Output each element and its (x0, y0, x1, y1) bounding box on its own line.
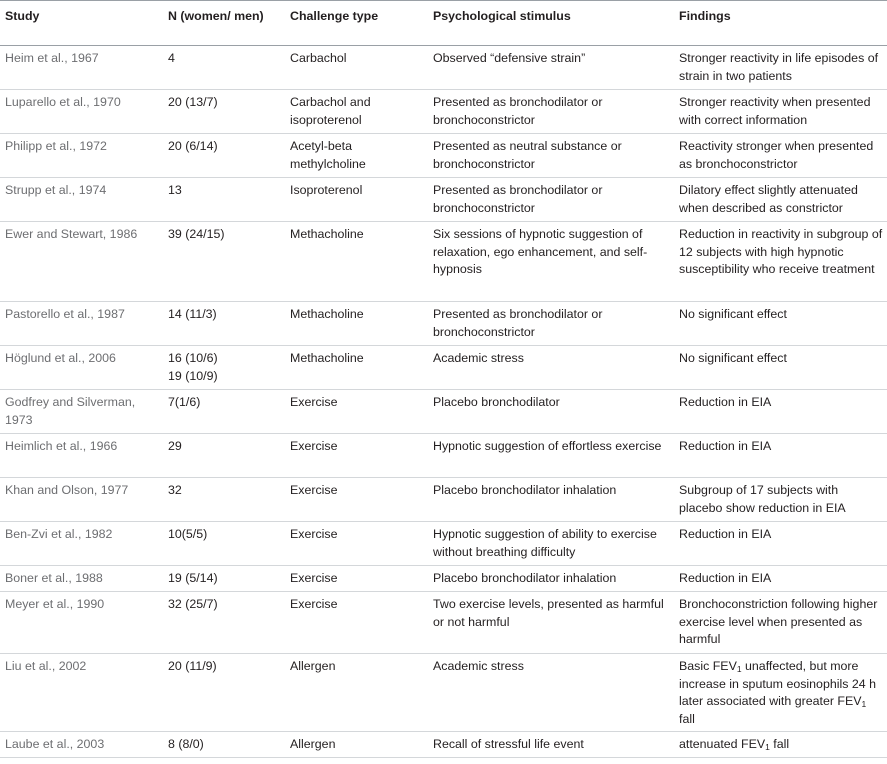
cell-n (164, 346, 286, 390)
cell-challenge: Carbachol (286, 46, 429, 90)
cell-n: 32 (164, 478, 286, 522)
cell-study: Philipp et al., 1972 (0, 134, 164, 178)
cell-stimulus: Academic stress (429, 346, 675, 390)
cell-findings: Reduction in EIA (675, 522, 887, 566)
cell-study: Pastorello et al., 1987 (0, 302, 164, 346)
cell-stimulus: Placebo bronchodilator (429, 390, 675, 434)
cell-findings: No significant effect (675, 302, 887, 346)
cell-findings: Bronchoconstriction following higher exercise level when presented as harmful (675, 592, 887, 654)
cell-challenge: Methacholine (286, 222, 429, 302)
cell-challenge: Allergen (286, 732, 429, 758)
cell-n: 10(5/5) (164, 522, 286, 566)
cell-study: Heim et al., 1967 (0, 46, 164, 90)
cell-n: 29 (164, 434, 286, 478)
subscript: 1 (765, 742, 770, 752)
cell-n: 20 (6/14) (164, 134, 286, 178)
cell-challenge: Methacholine (286, 302, 429, 346)
cell-n-line: 16 (10/6) (168, 351, 218, 365)
findings-text: unaffected, but more increase in sputum eosinophils 24 h later associated with greater FEV (679, 659, 876, 709)
cell-findings: Stronger reactivity when presented with correct information (675, 90, 887, 134)
cell-stimulus: Placebo bronchodilator inhalation (429, 566, 675, 592)
cell-challenge: Allergen (286, 654, 429, 732)
findings-text: Basic FEV (679, 659, 737, 673)
cell-stimulus: Recall of stressful life event (429, 732, 675, 758)
subscript: 1 (861, 699, 867, 710)
table-body (0, 46, 887, 758)
header-findings: Findings (675, 1, 887, 46)
cell-study: Ewer and Stewart, 1986 (0, 222, 164, 302)
cell-findings: Reduction in EIA (675, 434, 887, 478)
cell-findings: No significant effect (675, 346, 887, 390)
cell-n: 32 (25/7) (164, 592, 286, 654)
table-row (0, 302, 887, 346)
cell-challenge: Isoproterenol (286, 178, 429, 222)
header-n: N (women/ men) (164, 1, 286, 46)
header-study: Study (0, 1, 164, 46)
cell-findings: Stronger reactivity in life episodes of strain in two patients (675, 46, 887, 90)
cell-findings (675, 654, 887, 732)
cell-challenge: Exercise (286, 390, 429, 434)
cell-challenge: Methacholine (286, 346, 429, 390)
cell-n: 8 (8/0) (164, 732, 286, 758)
header-row (0, 1, 887, 46)
header-stimulus: Psychological stimulus (429, 1, 675, 46)
table-row (0, 90, 887, 134)
cell-study: Ben-Zvi et al., 1982 (0, 522, 164, 566)
cell-study: Heimlich et al., 1966 (0, 434, 164, 478)
cell-n: 7(1/6) (164, 390, 286, 434)
cell-n: 39 (24/15) (164, 222, 286, 302)
cell-challenge: Exercise (286, 566, 429, 592)
cell-study: Laube et al., 2003 (0, 732, 164, 758)
cell-n: 13 (164, 178, 286, 222)
cell-findings: Reduction in EIA (675, 390, 887, 434)
cell-stimulus: Presented as bronchodilator or bronchoconstrictor (429, 178, 675, 222)
cell-challenge: Exercise (286, 478, 429, 522)
table-row (0, 46, 887, 90)
cell-stimulus: Six sessions of hypnotic suggestion of relaxation, ego enhancement, and self-hypnosis (429, 222, 675, 302)
table-row (0, 522, 887, 566)
cell-stimulus: Placebo bronchodilator inhalation (429, 478, 675, 522)
cell-stimulus: Two exercise levels, presented as harmful or not harmful (429, 592, 675, 654)
table-row (0, 566, 887, 592)
table-row (0, 390, 887, 434)
cell-stimulus: Presented as neutral substance or bronchoconstrictor (429, 134, 675, 178)
table-row (0, 178, 887, 222)
table-header (0, 1, 887, 46)
table-row (0, 346, 887, 390)
cell-findings (675, 732, 887, 758)
cell-findings: Reduction in reactivity in subgroup of 12 subjects with high hypnotic susceptibility who receive treatment (675, 222, 887, 302)
cell-n: 19 (5/14) (164, 566, 286, 592)
table-row (0, 654, 887, 732)
cell-study: Khan and Olson, 1977 (0, 478, 164, 522)
table-row (0, 134, 887, 178)
cell-challenge: Carbachol and isoproterenol (286, 90, 429, 134)
cell-n-line: 19 (10/9) (168, 368, 218, 383)
findings-text: fall (769, 737, 790, 751)
cell-study: Godfrey and Silverman, 1973 (0, 390, 164, 434)
cell-findings: Reactivity stronger when presented as bronchoconstrictor (675, 134, 887, 178)
cell-study: Strupp et al., 1974 (0, 178, 164, 222)
table-row (0, 434, 887, 478)
cell-n: 20 (11/9) (164, 654, 286, 732)
cell-findings: Dilatory effect slightly attenuated when described as constrictor (675, 178, 887, 222)
table-row (0, 478, 887, 522)
cell-challenge: Exercise (286, 592, 429, 654)
cell-n: 20 (13/7) (164, 90, 286, 134)
cell-stimulus: Academic stress (429, 654, 675, 732)
table-row (0, 732, 887, 758)
cell-study: Luparello et al., 1970 (0, 90, 164, 134)
cell-challenge: Exercise (286, 434, 429, 478)
cell-stimulus: Presented as bronchodilator or bronchoconstrictor (429, 90, 675, 134)
subscript: 1 (736, 664, 742, 674)
cell-challenge: Acetyl-beta methylcholine (286, 134, 429, 178)
cell-n: 4 (164, 46, 286, 90)
cell-study: Liu et al., 2002 (0, 654, 164, 732)
cell-stimulus: Hypnotic suggestion of effortless exercise (429, 434, 675, 478)
table-row (0, 592, 887, 654)
header-challenge: Challenge type (286, 1, 429, 46)
cell-stimulus: Hypnotic suggestion of ability to exercise without breathing difficulty (429, 522, 675, 566)
cell-challenge: Exercise (286, 522, 429, 566)
cell-study: Höglund et al., 2006 (0, 346, 164, 390)
cell-study: Boner et al., 1988 (0, 566, 164, 592)
cell-study: Meyer et al., 1990 (0, 592, 164, 654)
cell-findings: Subgroup of 17 subjects with placebo show reduction in EIA (675, 478, 887, 522)
table-row (0, 222, 887, 302)
findings-text: attenuated FEV (679, 737, 766, 751)
cell-n: 14 (11/3) (164, 302, 286, 346)
cell-stimulus: Observed “defensive strain” (429, 46, 675, 90)
findings-text: fall (679, 711, 695, 726)
cell-findings: Reduction in EIA (675, 566, 887, 592)
cell-stimulus: Presented as bronchodilator or bronchoconstrictor (429, 302, 675, 346)
